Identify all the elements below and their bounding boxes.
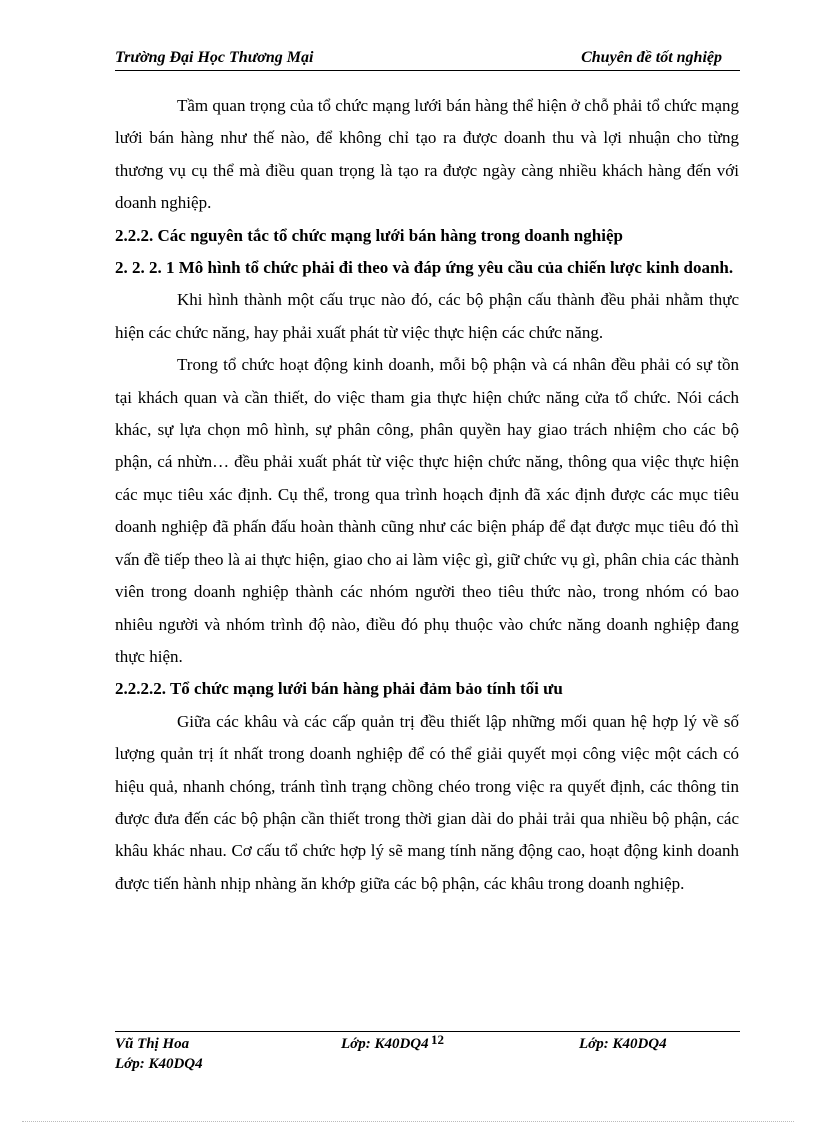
footer-class-3: Lớp: K40DQ4 xyxy=(115,1056,203,1072)
paragraph-structure: Khi hình thành một cấu trục nào đó, các bộ phận cấu thành đều phải nhằm thực hiện các chức năng, hay phải xuất phát từ việc thực hiện các chức năng. xyxy=(115,290,739,342)
footer-page-number: 12 xyxy=(431,1032,444,1047)
heading-2-2-2-2: 2.2.2.2. Tổ chức mạng lưới bán hàng phải đảm bảo tính tối ưu xyxy=(115,679,563,699)
page-bottom-border xyxy=(22,1121,794,1122)
header-doc-type: Chuyên đề tốt nghiệp xyxy=(581,49,722,66)
footer-author: Vũ Thị Hoa xyxy=(115,1036,190,1052)
paragraph-optimality: Giữa các khâu và các cấp quản trị đều thiết lập những mối quan hệ hợp lý về số lượng quản trị ít nhất trong doanh nghiệp để có thể giải quyết mọi công việc một cách có hiệu quả, nhanh chóng, tránh tình trạng chồng chéo trong việc ra quyết định, các thông tin được đưa đến các bộ phận cần thiết trong thời gian dài do phải trải qua nhiều bộ phận, các khâu khác nhau. Cơ cấu tổ chức hợp lý sẽ mang tính năng động cao, hoạt động kinh doanh được tiến hành nhịp nhàng ăn khớp giữa các bộ phận, các khâu trong doanh nghiệp. xyxy=(115,711,739,893)
header-school: Trường Đại Học Thương Mại xyxy=(115,49,314,66)
paragraph-importance: Tầm quan trọng của tổ chức mạng lưới bán hàng thể hiện ở chỗ phải tổ chức mạng lưới bán hàng như thế nào, để không chỉ tạo ra được doanh thu và lợi nhuận cho từng thương vụ cụ thể mà điều quan trọng là tạo ra được ngày càng nhiều khách hàng đến với doanh nghiệp. xyxy=(115,96,739,213)
footer-class-2: Lớp: K40DQ4 xyxy=(579,1036,667,1052)
page-header xyxy=(115,46,740,70)
footer-class-1: Lớp: K40DQ4 xyxy=(341,1036,429,1052)
document-body xyxy=(115,90,739,900)
heading-2-2-2: 2.2.2. Các nguyên tắc tổ chức mạng lưới bán hàng trong doanh nghiệp xyxy=(115,225,623,245)
paragraph-organization: Trong tổ chức hoạt động kinh doanh, mỗi bộ phận và cá nhân đều phải có sự tồn tại khách quan và cần thiết, do việc tham gia thực hiện chức năng cửa tổ chức. Nói cách khác, sự lựa chọn mô hình, sự phân công, phân quyền hay giao trách nhiệm cho các bộ phận, cá nhừn… đều phải xuất phát từ việc thực hiện chức năng, thông qua việc thực hiện các mục tiêu xác định. Cụ thể, trong qua trình hoạch định đã xác định được các mục tiêu doanh nghiệp đã phấn đấu hoàn thành cũng như các biện pháp để đạt được mục tiêu đó thì vấn đề tiếp theo là ai thực hiện, giao cho ai làm việc gì, giữ chức vụ gì, phân chia các thành viên trong doanh nghiệp thành các nhóm người theo tiêu thức nào, trong nhóm có bao nhiêu người và nhóm trình độ nào, điều đó phụ thuộc vào chức năng doanh nghiệp đang thực hiện. xyxy=(115,355,739,666)
page-footer xyxy=(115,1032,740,1076)
header-divider xyxy=(115,70,740,71)
heading-2-2-2-1: 2. 2. 2. 1 Mô hình tổ chức phải đi theo và đáp ứng yêu cầu của chiến lược kinh doanh. xyxy=(115,258,734,278)
footer-divider xyxy=(115,1031,740,1032)
